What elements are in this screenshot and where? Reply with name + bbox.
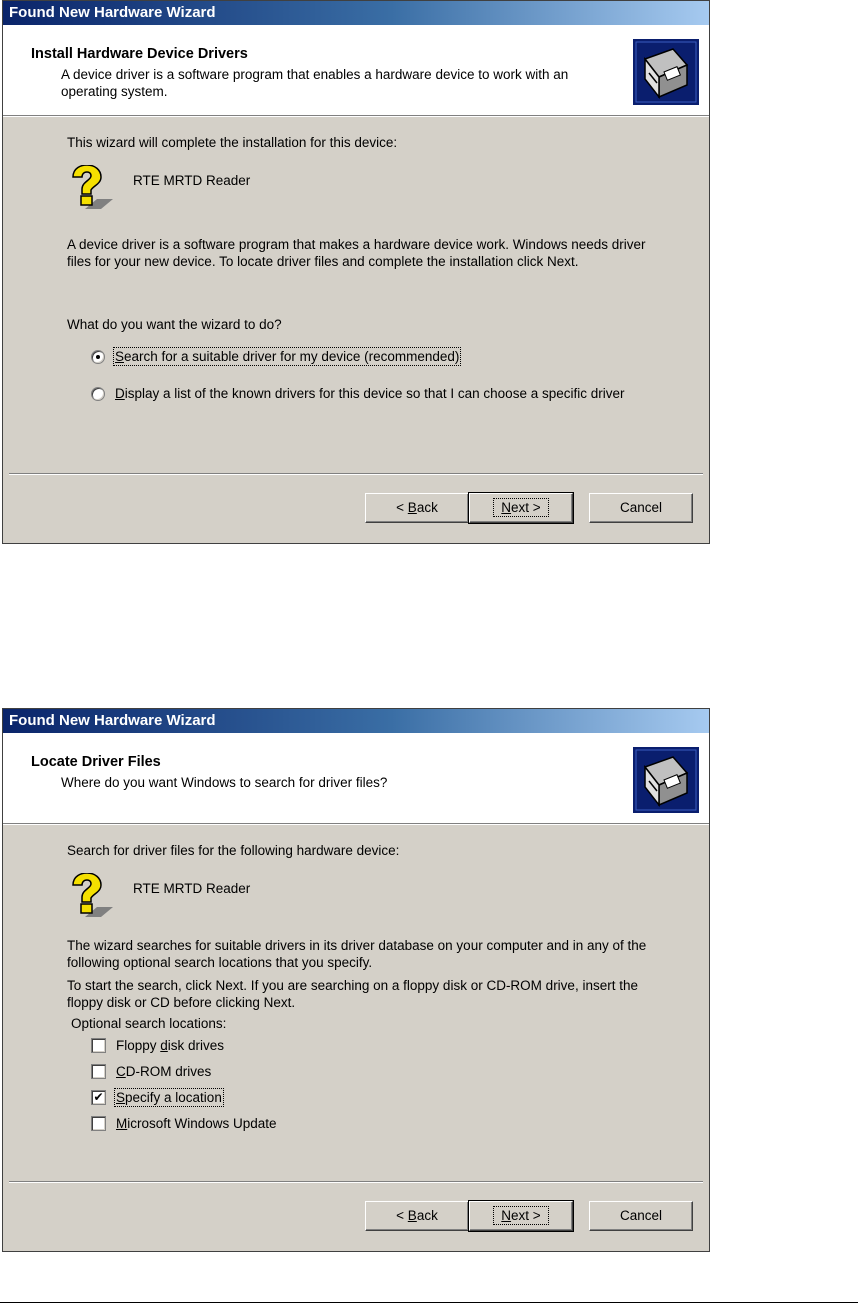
wizard-header bbox=[3, 733, 709, 824]
cdrom-label: CD-ROM drives bbox=[116, 1064, 212, 1079]
intro-text: This wizard will complete the installation for this device: bbox=[67, 135, 398, 150]
floppy-label: Floppy disk drives bbox=[116, 1038, 225, 1053]
windows-update-checkbox-row[interactable] bbox=[91, 1115, 277, 1132]
radio-unselected[interactable] bbox=[91, 387, 105, 401]
display-drivers-option[interactable] bbox=[91, 385, 665, 402]
header-title: Locate Driver Files bbox=[31, 754, 161, 770]
device-name: RTE MRTD Reader bbox=[133, 173, 251, 188]
floppy-checkbox[interactable] bbox=[91, 1038, 106, 1053]
header-description: A device driver is a software program that enables a hardware device to work with an operating system. bbox=[61, 67, 569, 99]
back-button[interactable]: < Back bbox=[365, 1201, 469, 1231]
question-text: What do you want the wizard to do? bbox=[67, 317, 282, 332]
cdrom-checkbox[interactable] bbox=[91, 1064, 106, 1079]
windows-update-checkbox[interactable] bbox=[91, 1116, 106, 1131]
intro-text: Search for driver files for the following hardware device: bbox=[67, 843, 400, 858]
window-title: Found New Hardware Wizard bbox=[3, 1, 709, 25]
next-button[interactable]: Next > bbox=[469, 1201, 573, 1231]
locate-driver-files-dialog bbox=[2, 708, 710, 1252]
header-description: Where do you want Windows to search for driver files? bbox=[61, 775, 388, 790]
radio-selected[interactable] bbox=[91, 350, 105, 364]
windows-update-label: Microsoft Windows Update bbox=[116, 1116, 277, 1131]
hardware-wizard-icon bbox=[633, 39, 699, 105]
header-title: Install Hardware Device Drivers bbox=[31, 46, 248, 62]
wizard-header bbox=[3, 25, 709, 116]
cdrom-checkbox-row[interactable] bbox=[91, 1063, 211, 1080]
unknown-device-icon bbox=[67, 165, 117, 211]
specify-location-checkbox-row[interactable] bbox=[91, 1089, 222, 1106]
cancel-button[interactable]: Cancel bbox=[589, 493, 693, 523]
page-footer-rule bbox=[0, 1302, 858, 1303]
cancel-button[interactable]: Cancel bbox=[589, 1201, 693, 1231]
unknown-device-icon bbox=[67, 873, 117, 919]
explanation-text: A device driver is a software program that makes a hardware device work. Windows needs driver files for your new device. To locate driver files and complete the installation click Next. bbox=[67, 237, 646, 269]
window-title: Found New Hardware Wizard bbox=[3, 709, 709, 733]
explanation-text: The wizard searches for suitable drivers in its driver database on your computer and in any of the following optional search locations that you specify. bbox=[67, 938, 647, 970]
search-driver-option[interactable] bbox=[91, 348, 665, 365]
button-separator bbox=[9, 1181, 703, 1183]
button-separator bbox=[9, 473, 703, 475]
back-button[interactable]: < Back bbox=[365, 493, 469, 523]
install-drivers-dialog bbox=[2, 0, 710, 544]
hardware-wizard-icon bbox=[633, 747, 699, 813]
locations-label: Optional search locations: bbox=[71, 1016, 227, 1031]
specify-location-checkbox[interactable]: ✔ bbox=[91, 1090, 106, 1105]
specify-location-label: Specify a location bbox=[116, 1090, 222, 1105]
next-button[interactable]: Next > bbox=[469, 493, 573, 523]
instructions-text: To start the search, click Next. If you are searching on a floppy disk or CD-ROM drive, insert the floppy disk or CD before clicking Next. bbox=[67, 978, 638, 1010]
floppy-checkbox-row[interactable] bbox=[91, 1037, 224, 1054]
device-name: RTE MRTD Reader bbox=[133, 881, 251, 896]
display-drivers-label: Display a list of the known drivers for this device so that I can choose a specific driver bbox=[115, 386, 625, 401]
search-driver-label: Search for a suitable driver for my device (recommended) bbox=[115, 349, 460, 364]
